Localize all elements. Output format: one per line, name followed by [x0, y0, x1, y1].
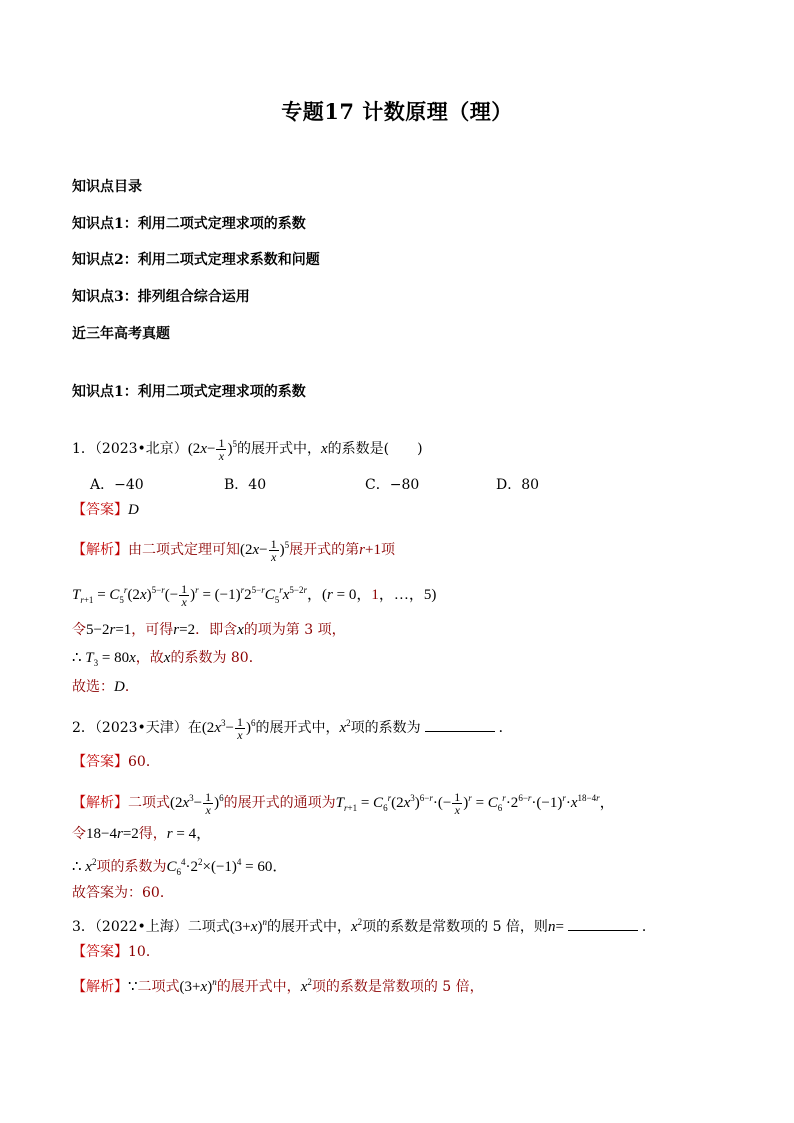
q2-answer: 【答案】60． — [72, 754, 160, 770]
q1-option-a: A．−40 — [90, 477, 144, 493]
q3-answer: 【答案】10． — [72, 944, 160, 960]
q3-analysis-1: 【解析】∵二项式$(3+x)^n$的展开式中，$x^2$项的系数是常数项的 5 倍， — [72, 977, 484, 995]
q1-analysis-4: ∴ $T_3 = 80x$，故x的系数为 80． — [72, 650, 263, 668]
q1-stem: 1．（2023•北京）(2x− $\frac{1}{x}$ )$^5$的展开式中，x的系数是( ) — [72, 436, 423, 464]
q2-analysis-2: 令18−4r=2得，r = 4， — [72, 826, 212, 842]
q1-analysis-3: 令5−2r=1，可得r=2．即含x的项为第 3 项， — [72, 622, 346, 638]
q2-analysis-4: 故答案为：60． — [72, 885, 174, 901]
q2-analysis-3: ∴ $x^2$项的系数为$C_6^4\cdot 2^2\times(-1)^4 = 60$． — [72, 857, 288, 877]
q2-analysis-1: 【解析】二项式($2x^3-$ $\frac{1}{x}$ )$^6$的展开式的通项为$T_{r+1} = C_6^r(2x^3)^{6-r}\cdot(-$ $\frac{1}{x}$ )$^r = C_6^r\cdot 2^{6-r}\cdot(-1)^r\cdot x^{18-4r}$， — [72, 790, 615, 818]
toc-item-4: 近三年高考真题 — [72, 326, 170, 342]
toc-item-1: 知识点1：利用二项式定理求项的系数 — [72, 216, 306, 232]
section-heading: 知识点1：利用二项式定理求项的系数 — [72, 384, 306, 400]
toc-item-3: 知识点3：排列组合综合运用 — [72, 289, 250, 305]
q1-option-d: D．80 — [496, 477, 540, 493]
q1-option-c: C．−80 — [365, 477, 420, 493]
toc-item-2: 知识点2：利用二项式定理求系数和问题 — [72, 252, 320, 268]
q1-analysis-1: 【解析】由二项式定理可知(2x− $\frac{1}{x}$ )$^5$展开式的第r+1项 — [72, 537, 395, 565]
q1-analysis-5: 故选：D． — [72, 679, 139, 695]
page-title: 专题17 计数原理（理） — [281, 99, 513, 124]
q3-answer-blank — [568, 916, 638, 931]
q2-stem: 2．（2023•天津）在($2x^3-$ $\frac{1}{x}$ )$^6$的展开式中，$x^2$项的系数为 ． — [72, 715, 513, 743]
q3-stem: 3．（2022•上海）二项式$(3+x)^n$的展开式中，$x^2$项的系数是常数项的 5 倍，则n= ． — [72, 917, 656, 935]
q1-analysis-2: $T_{r+1} = C_5^r(2x)^{5-r}(-$ $\frac{1}{x}$ )$^r = (-1)^r2^{5-r}C_5^rx^{5-2r}$，(r = 0，1，…，5) — [72, 582, 437, 610]
q2-answer-blank — [425, 717, 495, 732]
q1-answer: 【答案】D — [72, 502, 139, 518]
q1-option-b: B．40 — [224, 477, 267, 493]
toc-heading: 知识点目录 — [72, 179, 142, 195]
